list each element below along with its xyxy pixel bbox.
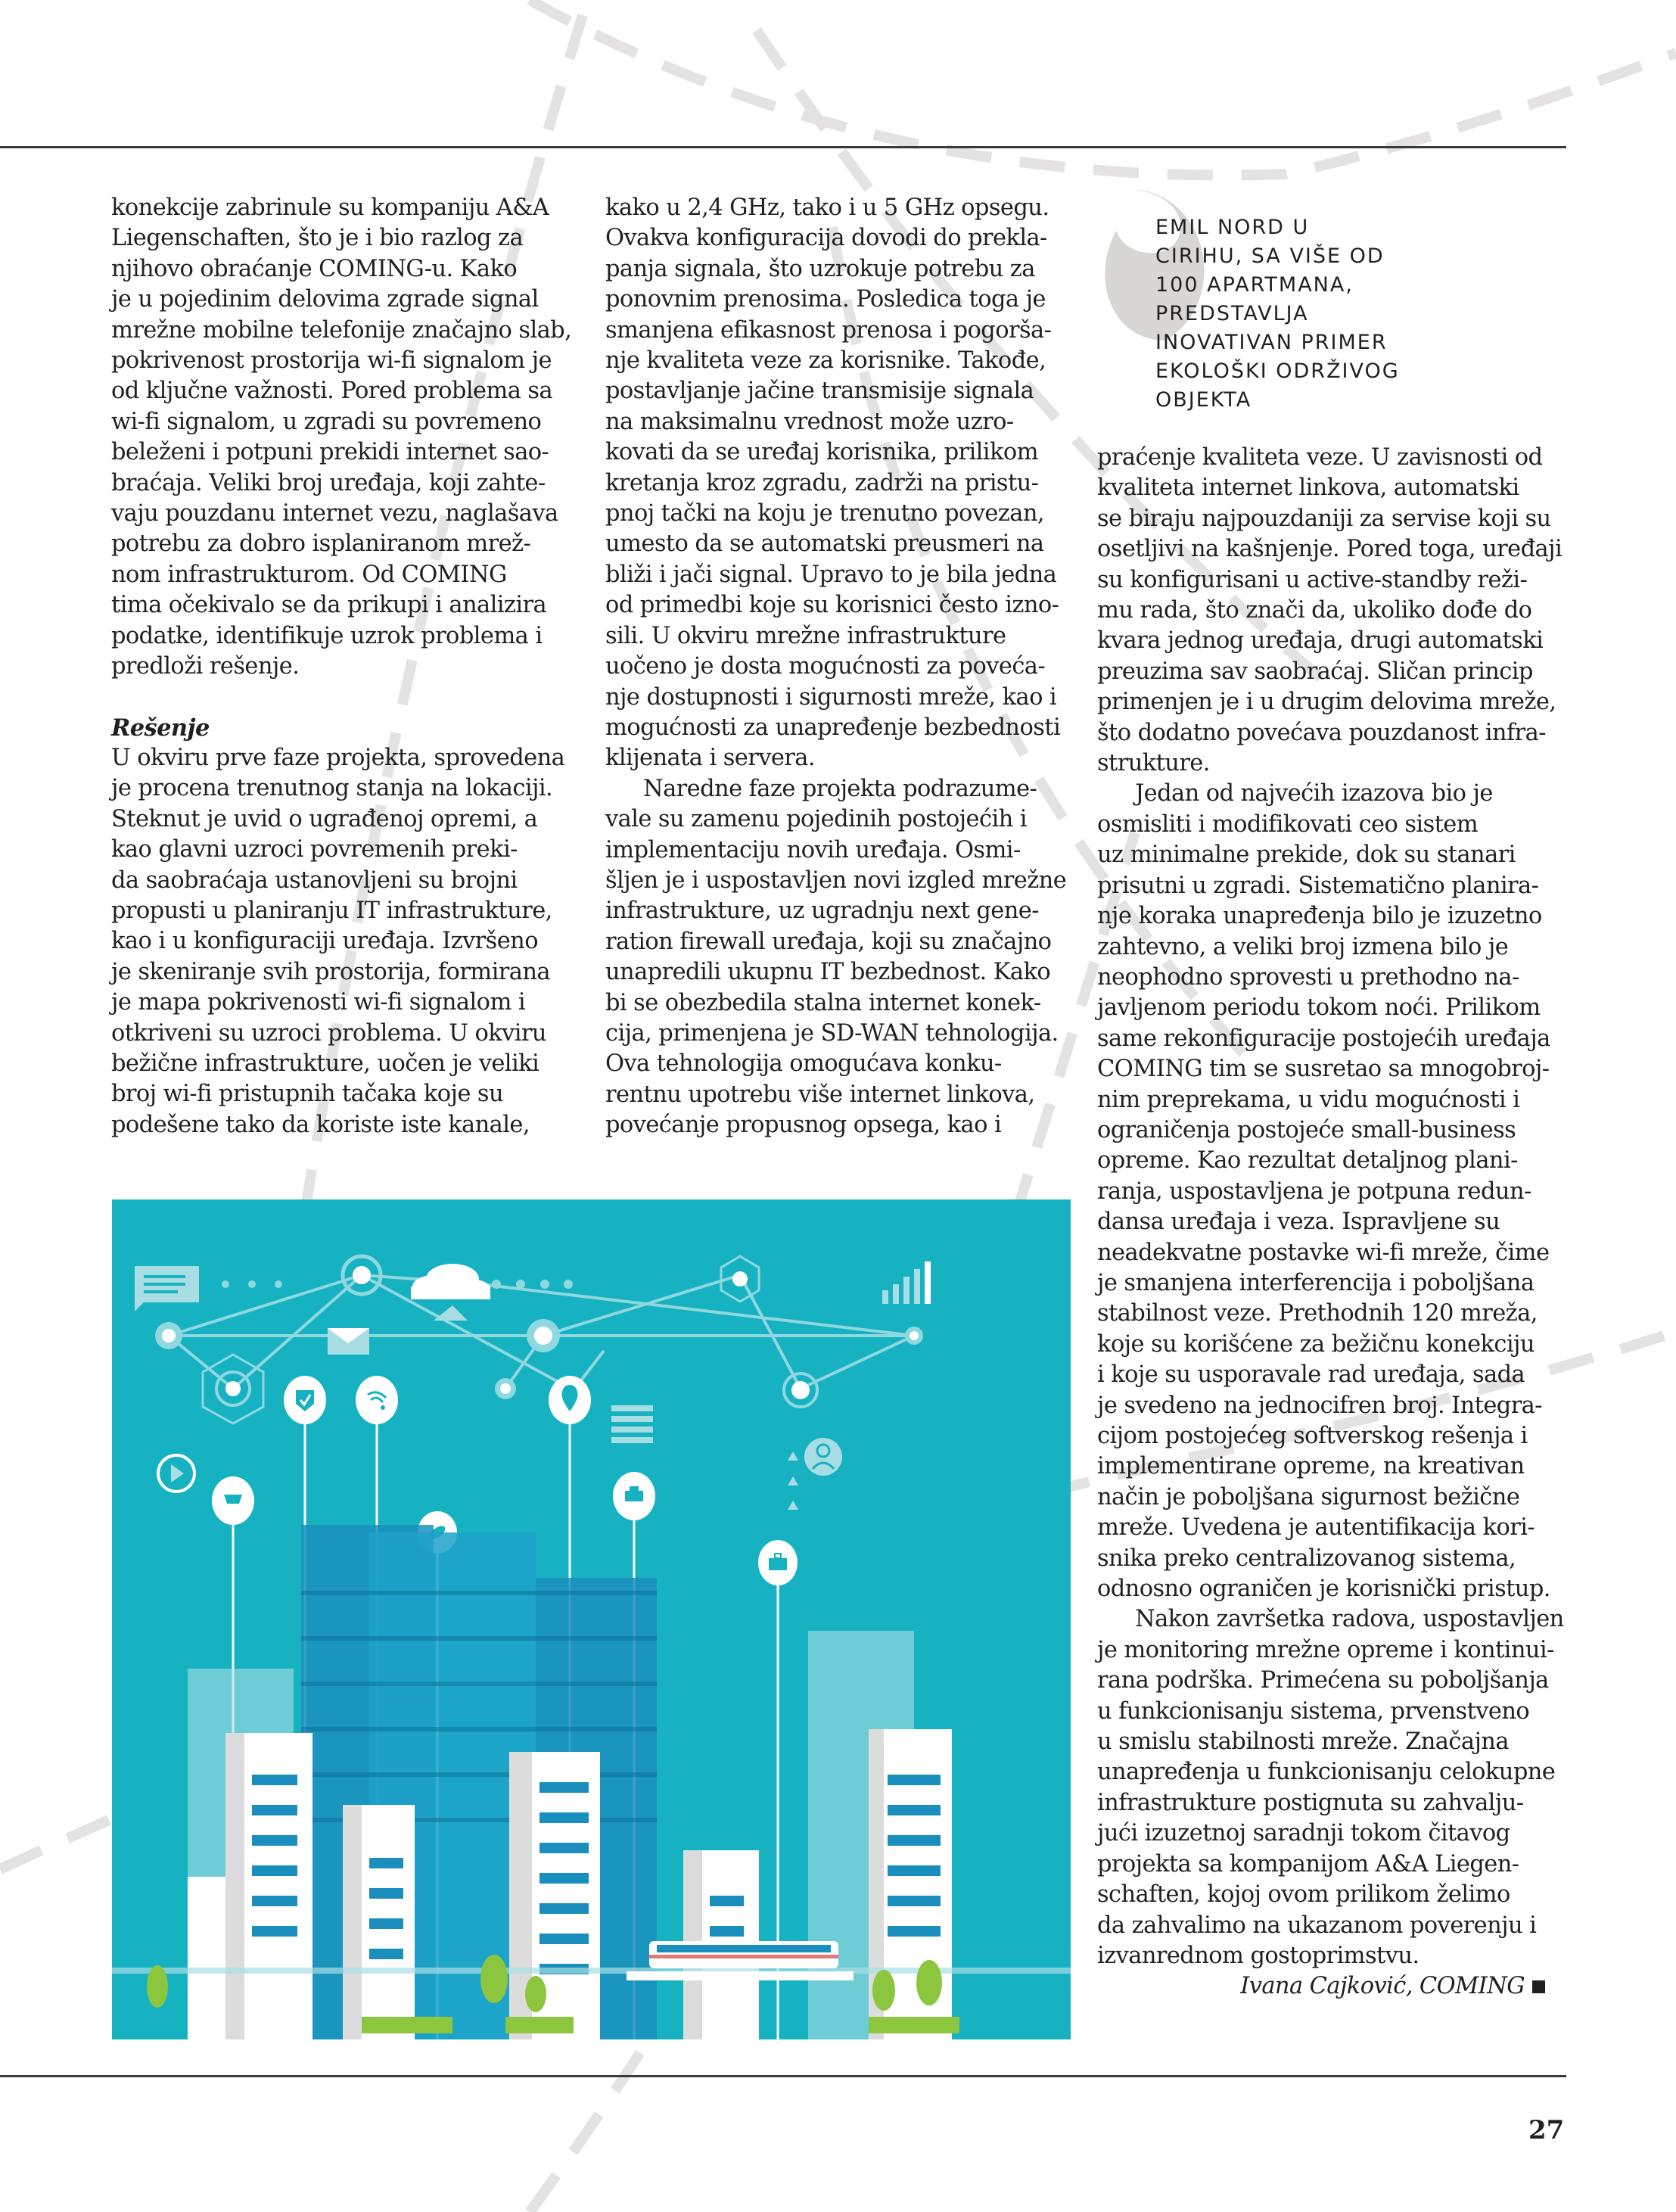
text-line: bi se obezbedila stalna internet konek- bbox=[605, 989, 1041, 1016]
text-line: uz minimalne prekide, dok su stanari bbox=[1097, 842, 1516, 869]
text-line: je svedeno na jednocifren broj. Integra- bbox=[1097, 1392, 1542, 1419]
text-line: nje kvaliteta veze za korisnike. Takođe, bbox=[605, 347, 1046, 375]
page-number: 27 bbox=[1528, 2115, 1565, 2145]
text-line: je skeniranje svih prostorija, formirana bbox=[111, 958, 550, 985]
text-line: praćenje kvaliteta veze. U zavisnosti od bbox=[1097, 444, 1543, 471]
text-line: izvanrednom gostoprimstvu. bbox=[1097, 1942, 1419, 1969]
text-line: tima očekivalo se da prikupi i analizira bbox=[111, 592, 547, 619]
user-icon bbox=[804, 1438, 842, 1476]
text-line: kretanja kroz zgradu, zadrži na pristu- bbox=[605, 469, 1039, 496]
text-line: bliži i jači signal. Upravo to je bila jedna bbox=[605, 561, 1057, 588]
text-line: klijenata i servera. bbox=[605, 745, 815, 772]
article-column-3 bbox=[1097, 443, 1564, 2002]
pull-quote-line: INOVATIVAN PRIMER bbox=[1155, 331, 1388, 354]
text-line: Steknut je uvid o ugrađenoj opremi, a bbox=[111, 805, 538, 832]
text-line: otkriveni su uzroci problema. U okviru bbox=[111, 1019, 546, 1047]
pull-quote-line: CIRIHU, SA VIŠE OD bbox=[1155, 244, 1385, 268]
text-line: rentnu upotrebu više internet linkova, bbox=[605, 1081, 1035, 1108]
text-line: same rekonfiguracije postojećih uređaja bbox=[1097, 1025, 1550, 1052]
text-line: Liegenschaften, što je i bio razlog za bbox=[111, 225, 524, 252]
signal-bars-icon bbox=[882, 1262, 931, 1304]
text-line: način je poboljšana sigurnost bežične bbox=[1097, 1483, 1520, 1510]
text-line: je mapa pokrivenosti wi-fi signalom i bbox=[111, 989, 526, 1016]
text-line: Nakon završetka radova, uspostavljen bbox=[1135, 1606, 1564, 1633]
text-line: konekcije zabrinule su kompaniju A&A bbox=[111, 194, 549, 221]
text-line: unapređenja u funkcionisanju celokupne bbox=[1097, 1759, 1556, 1786]
text-line: smanjena efikasnost prenosa i pogorša- bbox=[605, 316, 1052, 344]
paragraph bbox=[1097, 1604, 1564, 1971]
text-line: strukture. bbox=[1097, 750, 1210, 777]
text-line: cijom postojećeg softverskog rešenja i bbox=[1097, 1423, 1528, 1449]
text-line: kovati da se uređaj korisnika, prilikom bbox=[605, 439, 1038, 466]
text-line: bežične infrastrukture, uočen je veliki bbox=[111, 1050, 539, 1077]
text-line: nim preprekama, u vidu mogućnosti i bbox=[1097, 1086, 1520, 1113]
text-line: da zahvalimo na ukazanom poverenju i bbox=[1097, 1912, 1537, 1939]
text-line: kvaliteta internet linkova, automatski bbox=[1097, 474, 1519, 502]
text-line: pokrivenost prostorija wi-fi signalom je bbox=[111, 347, 552, 375]
text-line: da saobraćaja ustanovljeni su brojni bbox=[111, 866, 518, 894]
text-line: nje dostupnosti i sigurnosti mreže, kao i bbox=[605, 683, 1057, 711]
text-line: Jedan od najvećih izazova bio je bbox=[1135, 780, 1493, 807]
cloud-icon bbox=[411, 1264, 490, 1299]
text-line: što dodatno povećava pouzdanost infra- bbox=[1097, 719, 1546, 746]
text-line: stabilnost veze. Prethodnih 120 mreža, bbox=[1097, 1300, 1538, 1327]
chat-bubble-icon bbox=[135, 1266, 199, 1311]
text-line: u funkcionisanju sistema, prvenstveno bbox=[1097, 1697, 1530, 1725]
top-rule bbox=[0, 146, 1566, 148]
text-line: potrebu za dobro isplaniranom mrež- bbox=[111, 530, 531, 558]
pull-quote-line: PREDSTAVLJA bbox=[1155, 302, 1309, 325]
text-line: povećanje propusnog opsega, kao i bbox=[605, 1112, 1002, 1139]
author-signature bbox=[1097, 1971, 1551, 2002]
text-line: od ključne važnosti. Pored problema sa bbox=[111, 378, 553, 405]
pull-quote-line: EMIL NORD U bbox=[1155, 216, 1310, 239]
paragraph bbox=[605, 774, 1067, 1141]
text-line: na maksimalnu vrednost može uzro- bbox=[605, 408, 1014, 435]
text-line: beleženi i potpuni prekidi internet sao- bbox=[111, 439, 549, 466]
text-line: je monitoring mrežne opreme i kontinui- bbox=[1097, 1636, 1554, 1663]
text-line: neadekvatne postavke wi-fi mreže, čime bbox=[1097, 1239, 1550, 1266]
text-line: preuzima sav saobraćaj. Sličan princip bbox=[1097, 658, 1533, 685]
text-line: postavljanje jačine transmisije signala bbox=[605, 378, 1034, 405]
text-line: zahtevno, a veliki broj izmena bilo je bbox=[1097, 933, 1509, 960]
paragraph bbox=[111, 193, 572, 683]
text-line: mu rada, što znači da, ukoliko dođe do bbox=[1097, 597, 1532, 624]
text-line: šljen je i uspostavljen novi izgled mrežne bbox=[605, 866, 1067, 894]
text-line: jući izuzetnoj saradnji tokom čitavog bbox=[1097, 1820, 1510, 1847]
text-line: i koje su usporavale rad uređaja, sada bbox=[1097, 1361, 1525, 1389]
text-line: je procena trenutnog stanja na lokaciji. bbox=[111, 775, 553, 802]
text-line: predloži rešenje. bbox=[111, 653, 300, 680]
text-line: Ova tehnologija omogućava konku- bbox=[605, 1050, 1002, 1078]
text-line: ration firewall uređaja, koji su značajno bbox=[605, 928, 1052, 955]
text-line: je smanjena interferencija i poboljšana bbox=[1097, 1269, 1535, 1296]
text-line: umesto da se automatski preusmeri na bbox=[605, 530, 1044, 558]
text-line: infrastrukture, uz ugradnju next gene- bbox=[605, 898, 1039, 925]
text-line: kako u 2,4 GHz, tako i u 5 GHz opsegu. bbox=[605, 194, 1049, 221]
text-line: osmisliti i modifikovati ceo sistem bbox=[1097, 810, 1479, 838]
text-line: se biraju najpouzdaniji za servise koji su bbox=[1097, 505, 1551, 532]
author-name: Ivana Cajković, COMING bbox=[1240, 1973, 1525, 2000]
text-line: snika preko centralizovanog sistema, bbox=[1097, 1545, 1516, 1572]
pull-quote-line: EKOLOŠKI ODRŽIVOG bbox=[1155, 359, 1400, 383]
smart-city-illustration bbox=[112, 1199, 1071, 2039]
text-line: kvara jednog uređaja, drugi automatski bbox=[1097, 627, 1544, 655]
text-line: U okviru prve faze projekta, sprovedena bbox=[111, 744, 565, 771]
text-line: podešene tako da koriste iste kanale, bbox=[111, 1111, 530, 1138]
text-line: je u pojedinim delovima zgrade signal bbox=[111, 286, 539, 313]
triangle-icon bbox=[434, 1305, 468, 1321]
text-line: wi-fi signalom, u zgradi su povremeno bbox=[111, 408, 542, 435]
section-subheading: Rešenje bbox=[111, 714, 210, 742]
text-line: od primedbi koje su korisnici često izno- bbox=[605, 592, 1059, 619]
text-line: odnosno ograničen je korisnički pristup. bbox=[1097, 1576, 1550, 1603]
text-line: broj wi-fi pristupnih tačaka koje su bbox=[111, 1081, 504, 1108]
text-line: propusti u planiranju IT infrastrukture, bbox=[111, 897, 552, 924]
paragraph bbox=[605, 193, 1059, 774]
text-line: schaften, kojoj ovom prilikom želimo bbox=[1097, 1881, 1510, 1909]
bottom-rule bbox=[0, 2075, 1566, 2077]
text-line: primenjen je i u drugim delovima mreže, bbox=[1097, 689, 1556, 716]
text-line: mrežne mobilne telefonije značajno slab, bbox=[111, 316, 572, 344]
text-line: vaju pouzdanu internet vezu, naglašava bbox=[111, 500, 558, 527]
triangle-markers bbox=[788, 1451, 798, 1510]
text-line: implementaciju novih uređaja. Osmi- bbox=[605, 836, 1021, 863]
text-line: podatke, identifikuje uzrok problema i bbox=[111, 622, 543, 649]
text-line: rana podrška. Primećena su poboljšanja bbox=[1097, 1667, 1549, 1694]
text-line: ranja, uspostavljena je potpuna redun- bbox=[1097, 1178, 1531, 1205]
email-icon bbox=[328, 1328, 369, 1355]
pull-quote bbox=[1155, 213, 1534, 415]
text-line: su konfigurisani u active-standby reži- bbox=[1097, 566, 1528, 593]
paragraph bbox=[111, 743, 565, 1140]
text-line: ograničenja postojeće small-business bbox=[1097, 1116, 1516, 1143]
end-mark-icon bbox=[1532, 1980, 1545, 1993]
article-column-1 bbox=[111, 193, 572, 1140]
text-line: u smislu stabilnosti mreže. Značajna bbox=[1097, 1728, 1509, 1756]
text-line: panja signala, što uzrokuje potrebu za bbox=[605, 255, 1035, 282]
text-line: opreme. Kao rezultat detaljnog plani- bbox=[1097, 1147, 1518, 1174]
text-line: infrastrukture postignuta su zahvalju- bbox=[1097, 1789, 1524, 1816]
paragraph bbox=[1097, 779, 1551, 1604]
pull-quote-line: OBJEKTA bbox=[1155, 388, 1252, 412]
text-line: kao glavni uzroci povremenih preki- bbox=[111, 836, 518, 863]
text-line: uočeno je dosta mogućnosti za poveća- bbox=[605, 653, 1046, 680]
text-line: mogućnosti za unapređenje bezbednosti bbox=[605, 714, 1061, 741]
text-line: unapredili ukupnu IT bezbednost. Kako bbox=[605, 959, 1051, 986]
text-line: dansa uređaja i veza. Ispravljene su bbox=[1097, 1209, 1500, 1236]
text-line: javljenom periodu tokom noći. Prilikom bbox=[1097, 994, 1541, 1022]
text-line: nje koraka unapređenja bilo je izuzetno bbox=[1097, 903, 1542, 930]
article-column-2 bbox=[605, 193, 1067, 1141]
text-line: braćaja. Veliki broj uređaja, koji zahte- bbox=[111, 469, 546, 496]
text-line: njihovo obraćanje COMING-u. Kako bbox=[111, 255, 518, 282]
text-line: nom infrastrukturom. Od COMING bbox=[111, 561, 507, 588]
text-line: pnoj tački na koju je trenutno povezan, bbox=[605, 500, 1044, 527]
text-line: kao i u konfiguraciji uređaja. Izvršeno bbox=[111, 928, 538, 955]
pull-quote-line: 100 APARTMANA, bbox=[1155, 273, 1354, 297]
play-icon bbox=[158, 1455, 194, 1492]
list-icon bbox=[611, 1405, 653, 1443]
text-line: ponovnim prenosima. Posledica toga je bbox=[605, 286, 1046, 313]
text-line: sili. U okviru mrežne infrastrukture bbox=[605, 622, 1006, 649]
text-line: koje su korišćene za bežičnu konekciju bbox=[1097, 1330, 1535, 1358]
text-line: cija, primenjena je SD-WAN tehnologija. bbox=[605, 1019, 1059, 1047]
text-line: vale su zamenu pojedinih postojećih i bbox=[605, 806, 1027, 833]
text-line: mreže. Uvedena je autentifikacija kori- bbox=[1097, 1514, 1535, 1542]
text-line: osetljivi na kašnjenje. Pored toga, uređaji bbox=[1097, 536, 1563, 563]
smart-city-graphic bbox=[112, 1199, 1071, 2039]
paragraph bbox=[1097, 443, 1563, 779]
text-line: Ovakva konfiguracija dovodi do prekla- bbox=[605, 225, 1047, 252]
text-line: prisutni u zgradi. Sistematično planira- bbox=[1097, 872, 1539, 899]
text-line: implementirane opreme, na kreativan bbox=[1097, 1453, 1525, 1480]
text-line: Naredne faze projekta podrazume- bbox=[643, 775, 1037, 802]
text-line: COMING tim se susretao sa mnogobroj- bbox=[1097, 1056, 1550, 1083]
text-line: projekta sa kompanijom A&A Liegen- bbox=[1097, 1850, 1519, 1878]
text-line: neophodno sprovesti u prethodno na- bbox=[1097, 963, 1519, 991]
